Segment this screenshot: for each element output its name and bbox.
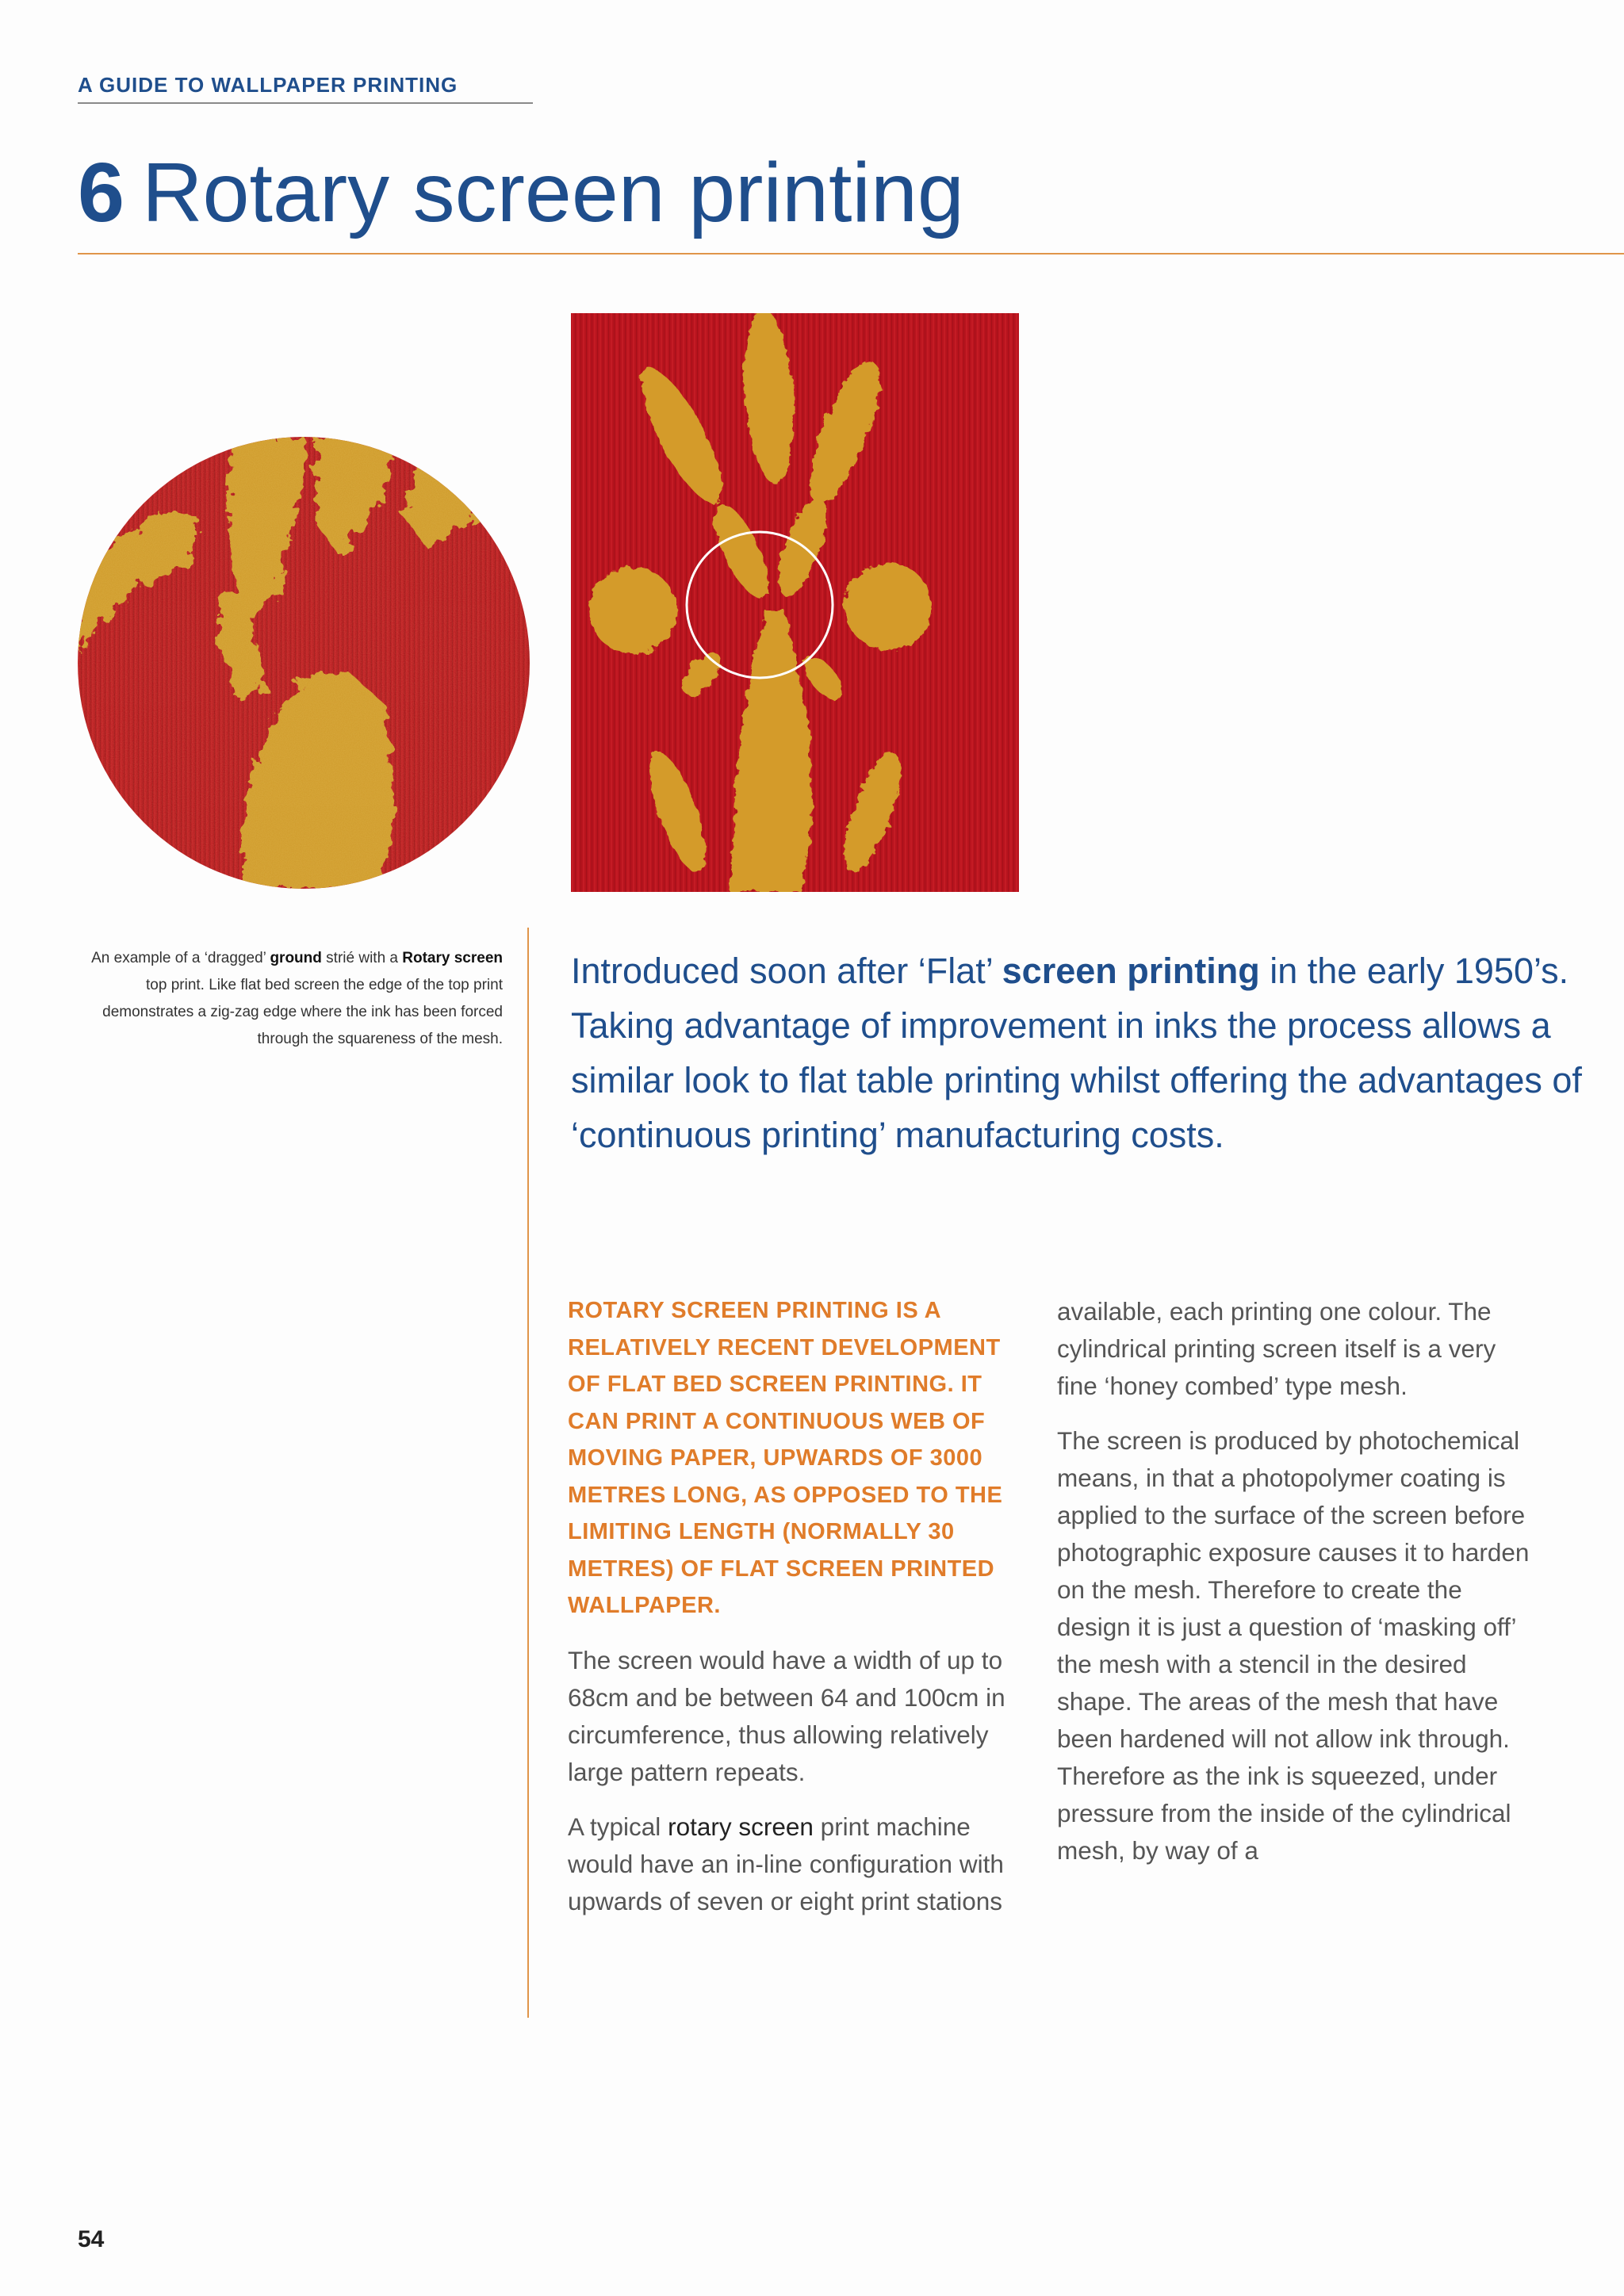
wallpaper-photo — [571, 313, 1019, 892]
body-paragraph: The screen would have a width of up to 68cm and be between 64 and 100cm in circumference, thus allowing relatively large pattern repeats. — [568, 1645, 1005, 1786]
callout-paragraph: ROTARY SCREEN PRINTING IS A RELATIVELY RECENT DEVELOPMENT OF FLAT BED SCREEN PRINTING. IT CAN PRINT A CONTINUOUS WEB OF MOVING PAPER, UPWARDS OF 3000 METRES LONG, AS OPPOSED TO THE LIMITING LENGTH (NORMALLY 30 METRES) OF FLAT SCREEN PRINTED WALLPAPER. — [568, 1298, 1003, 1618]
page-title — [78, 141, 964, 244]
column-divider — [527, 928, 529, 2018]
page-number: 54 — [78, 2226, 105, 2252]
detail-photo-circle — [78, 437, 530, 889]
photo-caption: An example of a ‘dragged’ ground strié with a Rotary screen top print. Like flat bed screen the edge of the top print demonstrates a zig-zag edge where the ink has been forced through the squareness of the mesh. — [91, 950, 503, 1047]
header-underline — [78, 102, 533, 104]
body-column-left — [568, 1292, 1032, 1938]
running-header: A GUIDE TO WALLPAPER PRINTING — [78, 73, 458, 97]
title-divider — [78, 253, 1624, 254]
section-title: Rotary screen printing — [141, 146, 964, 239]
body-paragraph: available, each printing one colour. The cylindrical printing screen itself is a very fine ‘honey combed’ type mesh. — [1057, 1297, 1496, 1400]
section-number: 6 — [78, 146, 124, 239]
lead-paragraph: Introduced soon after ‘Flat’ screen printing in the early 1950’s. Taking advantage of improvement in inks the process allows a similar look to flat table printing whilst offering the advantages of ‘continuous printing’ manufacturing costs. — [571, 951, 1582, 1155]
body-paragraph: The screen is produced by photochemical means, in that a photopolymer coating is applied to the surface of the screen before photographic exposure causes it to harden on the mesh. Therefore to create the design it is just a question of ‘masking off’ the mesh with a stencil in the desired shape. The areas of the mesh that have been hardened will not allow ink through. Therefore as the ink is squeezed, under pressure from the inside of the cylindrical mesh, by way of a — [1057, 1426, 1530, 1865]
body-paragraph: A typical rotary screen print machine would have an in-line configuration with upwards of seven or eight print stations — [568, 1812, 1004, 1915]
body-column-right — [1057, 1293, 1541, 1887]
